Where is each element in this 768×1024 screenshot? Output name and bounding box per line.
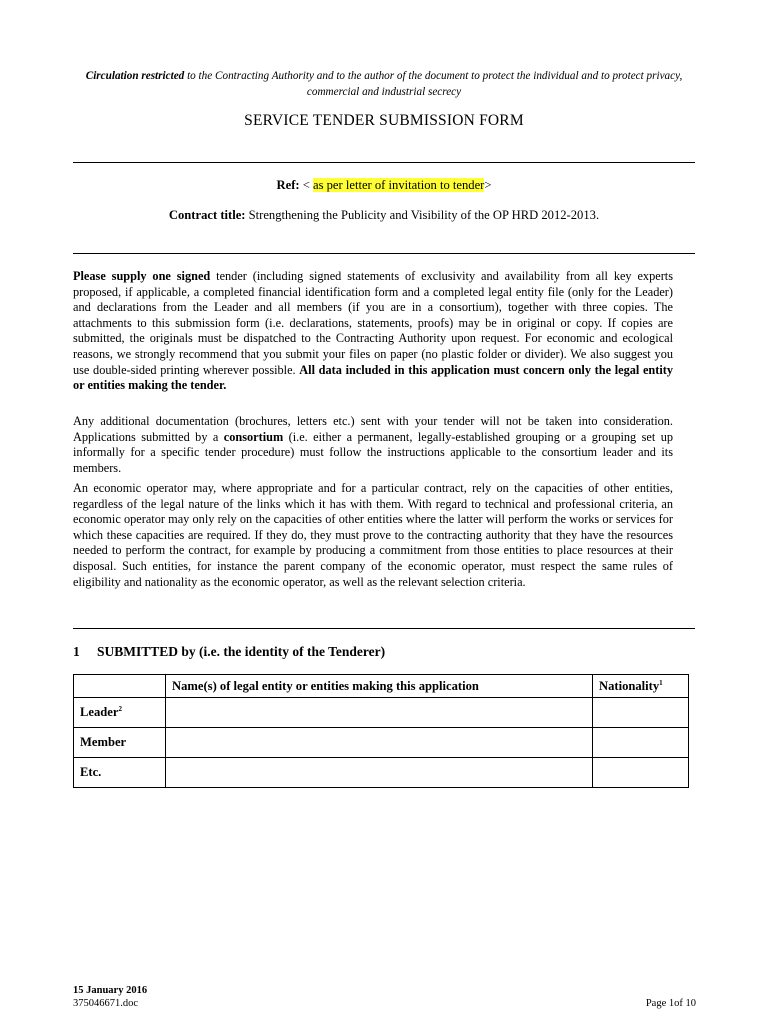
row-label-member [74, 728, 166, 758]
footer-filename: 375046671.doc [73, 998, 139, 1009]
row-label-etc-text: Etc. [80, 765, 102, 779]
header-name-label: Name(s) of legal entity or entities making this application [172, 678, 479, 693]
footer-date: 15 January 2016 [73, 985, 148, 996]
ref-label: Ref: [276, 178, 300, 192]
ref-open: < [299, 178, 313, 192]
intro-p1-bold-end: All data included in this application must concern only the legal entity or entities making the tender. [73, 362, 673, 393]
contract-title-line [73, 208, 695, 223]
footer-page-number: Page 1of 10 [645, 998, 696, 1009]
divider-bottom [73, 628, 695, 629]
circulation-label: Circulation restricted [85, 70, 185, 82]
contract-title-value: Strengthening the Publicity and Visibility of the OP HRD 2012-2013. [245, 208, 600, 222]
intro-p1-text: tender (including signed statements of exclusivity and availability from all key experts proposed, if applicable, a completed financial identification form and a completed legal entity file (only for the Leader) and declarations from the Leader and all members (if you are in a consortium), together with three copies. The attachments to this submission form (i.e. declarations, statements, proofs) may be in original or copy. If copies are submitted, the originals must be dispatched to the Contracting Authority upon request. For economic and ecological reasons, we strongly recommend that you submit your files on paper (no plastic folder or divider). We also suggest you use double-sided printing wherever possible. [73, 269, 673, 377]
intro-p2-bold: consortium [223, 429, 284, 444]
etc-name-cell[interactable] [166, 758, 593, 788]
header-nationality-label: Nationality [599, 678, 660, 693]
table-row-leader [74, 698, 689, 728]
member-name-cell[interactable] [166, 728, 593, 758]
footnote-ref-1: 1 [659, 678, 663, 687]
divider-middle [73, 253, 695, 254]
divider-top [73, 162, 695, 163]
etc-nationality-cell[interactable] [593, 758, 689, 788]
intro-p3-text: An economic operator may, where appropriate and for a particular contract, rely on the capacities of other entities, regardless of the legal nature of the links which it has with them. With regard to technical and professional criteria, an economic operator may only rely on the capacities of other entities where the latter will perform the works or services for which these capacities are required. If they do, they must prove to the contracting authority that they have the resources needed to perform the contract, for example by producing a commitment from those entities to place resources at their disposal. Such entities, for instance the parent company of the economic operator, must respect the same rules of eligibility and nationality as the economic operator, as well as the relevant selection criteria. [73, 481, 673, 589]
ref-close: > [484, 178, 492, 192]
intro-paragraph-3 [73, 481, 673, 590]
header-name-column [166, 675, 593, 698]
form-title: SERVICE TENDER SUBMISSION FORM [244, 112, 524, 129]
tenderer-table-header [74, 675, 689, 698]
table-row-member [74, 728, 689, 758]
intro-p1-bold-start: Please supply one signed [73, 269, 211, 283]
footnote-ref-2: 2 [118, 704, 122, 713]
ref-line [73, 178, 695, 193]
intro-p2-b: (i.e. either a permanent, legally-established grouping or a grouping set up informally for a specific tender procedure) must follow the instructions applicable to the consortium leader and its members. [73, 429, 674, 475]
contract-title-label: Contract title: [168, 208, 246, 222]
intro-p2-a: Any additional documentation (brochures, letters etc.) sent with your tender will not be taken into consideration. Applications submitted by a [73, 414, 673, 444]
intro-paragraph-1 [73, 269, 673, 394]
section-1-number: 1 [73, 644, 80, 659]
leader-name-cell[interactable] [166, 698, 593, 728]
row-label-etc [74, 758, 166, 788]
table-row-etc [74, 758, 689, 788]
intro-paragraph-2 [73, 414, 673, 476]
circulation-notice [70, 68, 698, 100]
ref-value: as per letter of invitation to tender [313, 178, 485, 192]
circulation-text: to the Contracting Authority and to the author of the document to protect the individual and to protect privacy, commercial and industrial secrecy [184, 70, 683, 98]
tenderer-table [73, 674, 689, 788]
section-1-title: SUBMITTED by (i.e. the identity of the Tenderer) [97, 644, 386, 659]
header-nationality-column [593, 675, 689, 698]
header-empty-cell [74, 675, 166, 698]
section-1-heading [73, 644, 385, 660]
row-label-leader [74, 698, 166, 728]
row-label-member-text: Member [80, 735, 127, 749]
leader-nationality-cell[interactable] [593, 698, 689, 728]
member-nationality-cell[interactable] [593, 728, 689, 758]
row-label-leader-text: Leader [80, 705, 119, 719]
